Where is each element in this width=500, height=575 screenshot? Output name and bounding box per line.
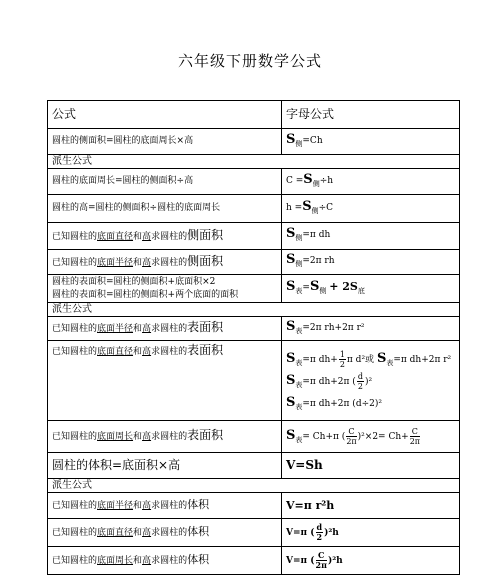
letter-formula: $S_表=2\pi$ rh+2π r² bbox=[282, 317, 460, 341]
table-row bbox=[48, 223, 460, 250]
formula-text: 圆柱的侧面积=圆柱的底面周长×高 bbox=[48, 129, 282, 155]
table-row bbox=[48, 519, 460, 547]
letter-formula: $S_侧=Ch$ bbox=[282, 129, 460, 155]
letter-formula: $h =S_侧\div C$ bbox=[282, 195, 460, 223]
letter-formula: $C =S_侧\div h$ bbox=[282, 169, 460, 195]
letter-formula: V=Sh bbox=[282, 453, 460, 479]
formula-text: 已知圆柱的底面周长和高求圆柱的表面积 bbox=[48, 421, 282, 453]
letter-formula-line: $S_表=\pi$ dh+2π ( $\frac{d}{2}$ )² bbox=[286, 371, 373, 391]
formula-text: 圆柱的高=圆柱的侧面积÷圆柱的底面周长 bbox=[48, 195, 282, 223]
header-formula: 公式 bbox=[48, 101, 282, 129]
table-row bbox=[48, 169, 460, 195]
letter-formula-line: $S_表=\pi$ dh+2π (d÷2)² bbox=[286, 394, 382, 411]
table-row bbox=[48, 547, 460, 575]
table-row-derive bbox=[48, 479, 460, 493]
formula-text: 已知圆柱的底面半径和高求圆柱的体积 bbox=[48, 493, 282, 519]
letter-formula: $S_表=S_侧 + 2S_底$ bbox=[282, 275, 460, 303]
letter-formula: $S_表= Ch+\pi$ ( $\frac{C}{2\pi}$ )²×2= Ch+ $\frac{C}{2\pi}$ bbox=[282, 421, 460, 453]
formula-text: 已知圆柱的底面半径和高求圆柱的侧面积 bbox=[48, 250, 282, 275]
table-row bbox=[48, 421, 460, 453]
derive-label: 派生公式 bbox=[48, 479, 460, 493]
letter-formula: V=π r²h bbox=[282, 493, 460, 519]
header-letter-formula: 字母公式 bbox=[282, 101, 460, 129]
letter-formula bbox=[282, 341, 460, 421]
table-row bbox=[48, 493, 460, 519]
table-header-row bbox=[48, 101, 460, 129]
letter-formula: $S_侧=2\pi$ rh bbox=[282, 250, 460, 275]
table-row bbox=[48, 317, 460, 341]
table-row bbox=[48, 129, 460, 155]
table-row bbox=[48, 195, 460, 223]
letter-formula: V=π ( $\frac{d}{2}$ )²h bbox=[282, 519, 460, 547]
formula-text: 已知圆柱的底面直径和高求圆柱的侧面积 bbox=[48, 223, 282, 250]
table-row-derive bbox=[48, 155, 460, 169]
formula-text: 圆柱的底面周长=圆柱的侧面积÷高 bbox=[48, 169, 282, 195]
table-row-derive bbox=[48, 303, 460, 317]
formula-text: 已知圆柱的底面半径和高求圆柱的表面积 bbox=[48, 317, 282, 341]
page-title: 六年级下册数学公式 bbox=[177, 52, 322, 70]
formula-text: 已知圆柱的底面周长和高求圆柱的体积 bbox=[48, 547, 282, 575]
letter-formula: V=π ( $\frac{C}{2\pi}$ )²h bbox=[282, 547, 460, 575]
table-row bbox=[48, 453, 460, 479]
formula-text: 圆柱的表面积=圆柱的侧面积+底面积×2 圆柱的表面积=圆柱的侧面积+两个底面的面积 bbox=[48, 275, 282, 303]
table-row bbox=[48, 341, 460, 421]
table-row bbox=[48, 250, 460, 275]
derive-label: 派生公式 bbox=[48, 303, 460, 317]
formula-table bbox=[47, 100, 460, 575]
derive-label: 派生公式 bbox=[48, 155, 460, 169]
letter-formula: $S_侧=\pi$ dh bbox=[282, 223, 460, 250]
table-row bbox=[48, 275, 460, 303]
formula-text: 圆柱的体积=底面积×高 bbox=[48, 453, 282, 479]
letter-formula-line: $S_表=\pi$ dh+ $\frac{1}{2}$ π d²或 $S_表=\pi$ dh+2π r² bbox=[286, 349, 452, 369]
formula-text: 已知圆柱的底面直径和高求圆柱的表面积 bbox=[48, 341, 282, 421]
formula-text: 已知圆柱的底面直径和高求圆柱的体积 bbox=[48, 519, 282, 547]
